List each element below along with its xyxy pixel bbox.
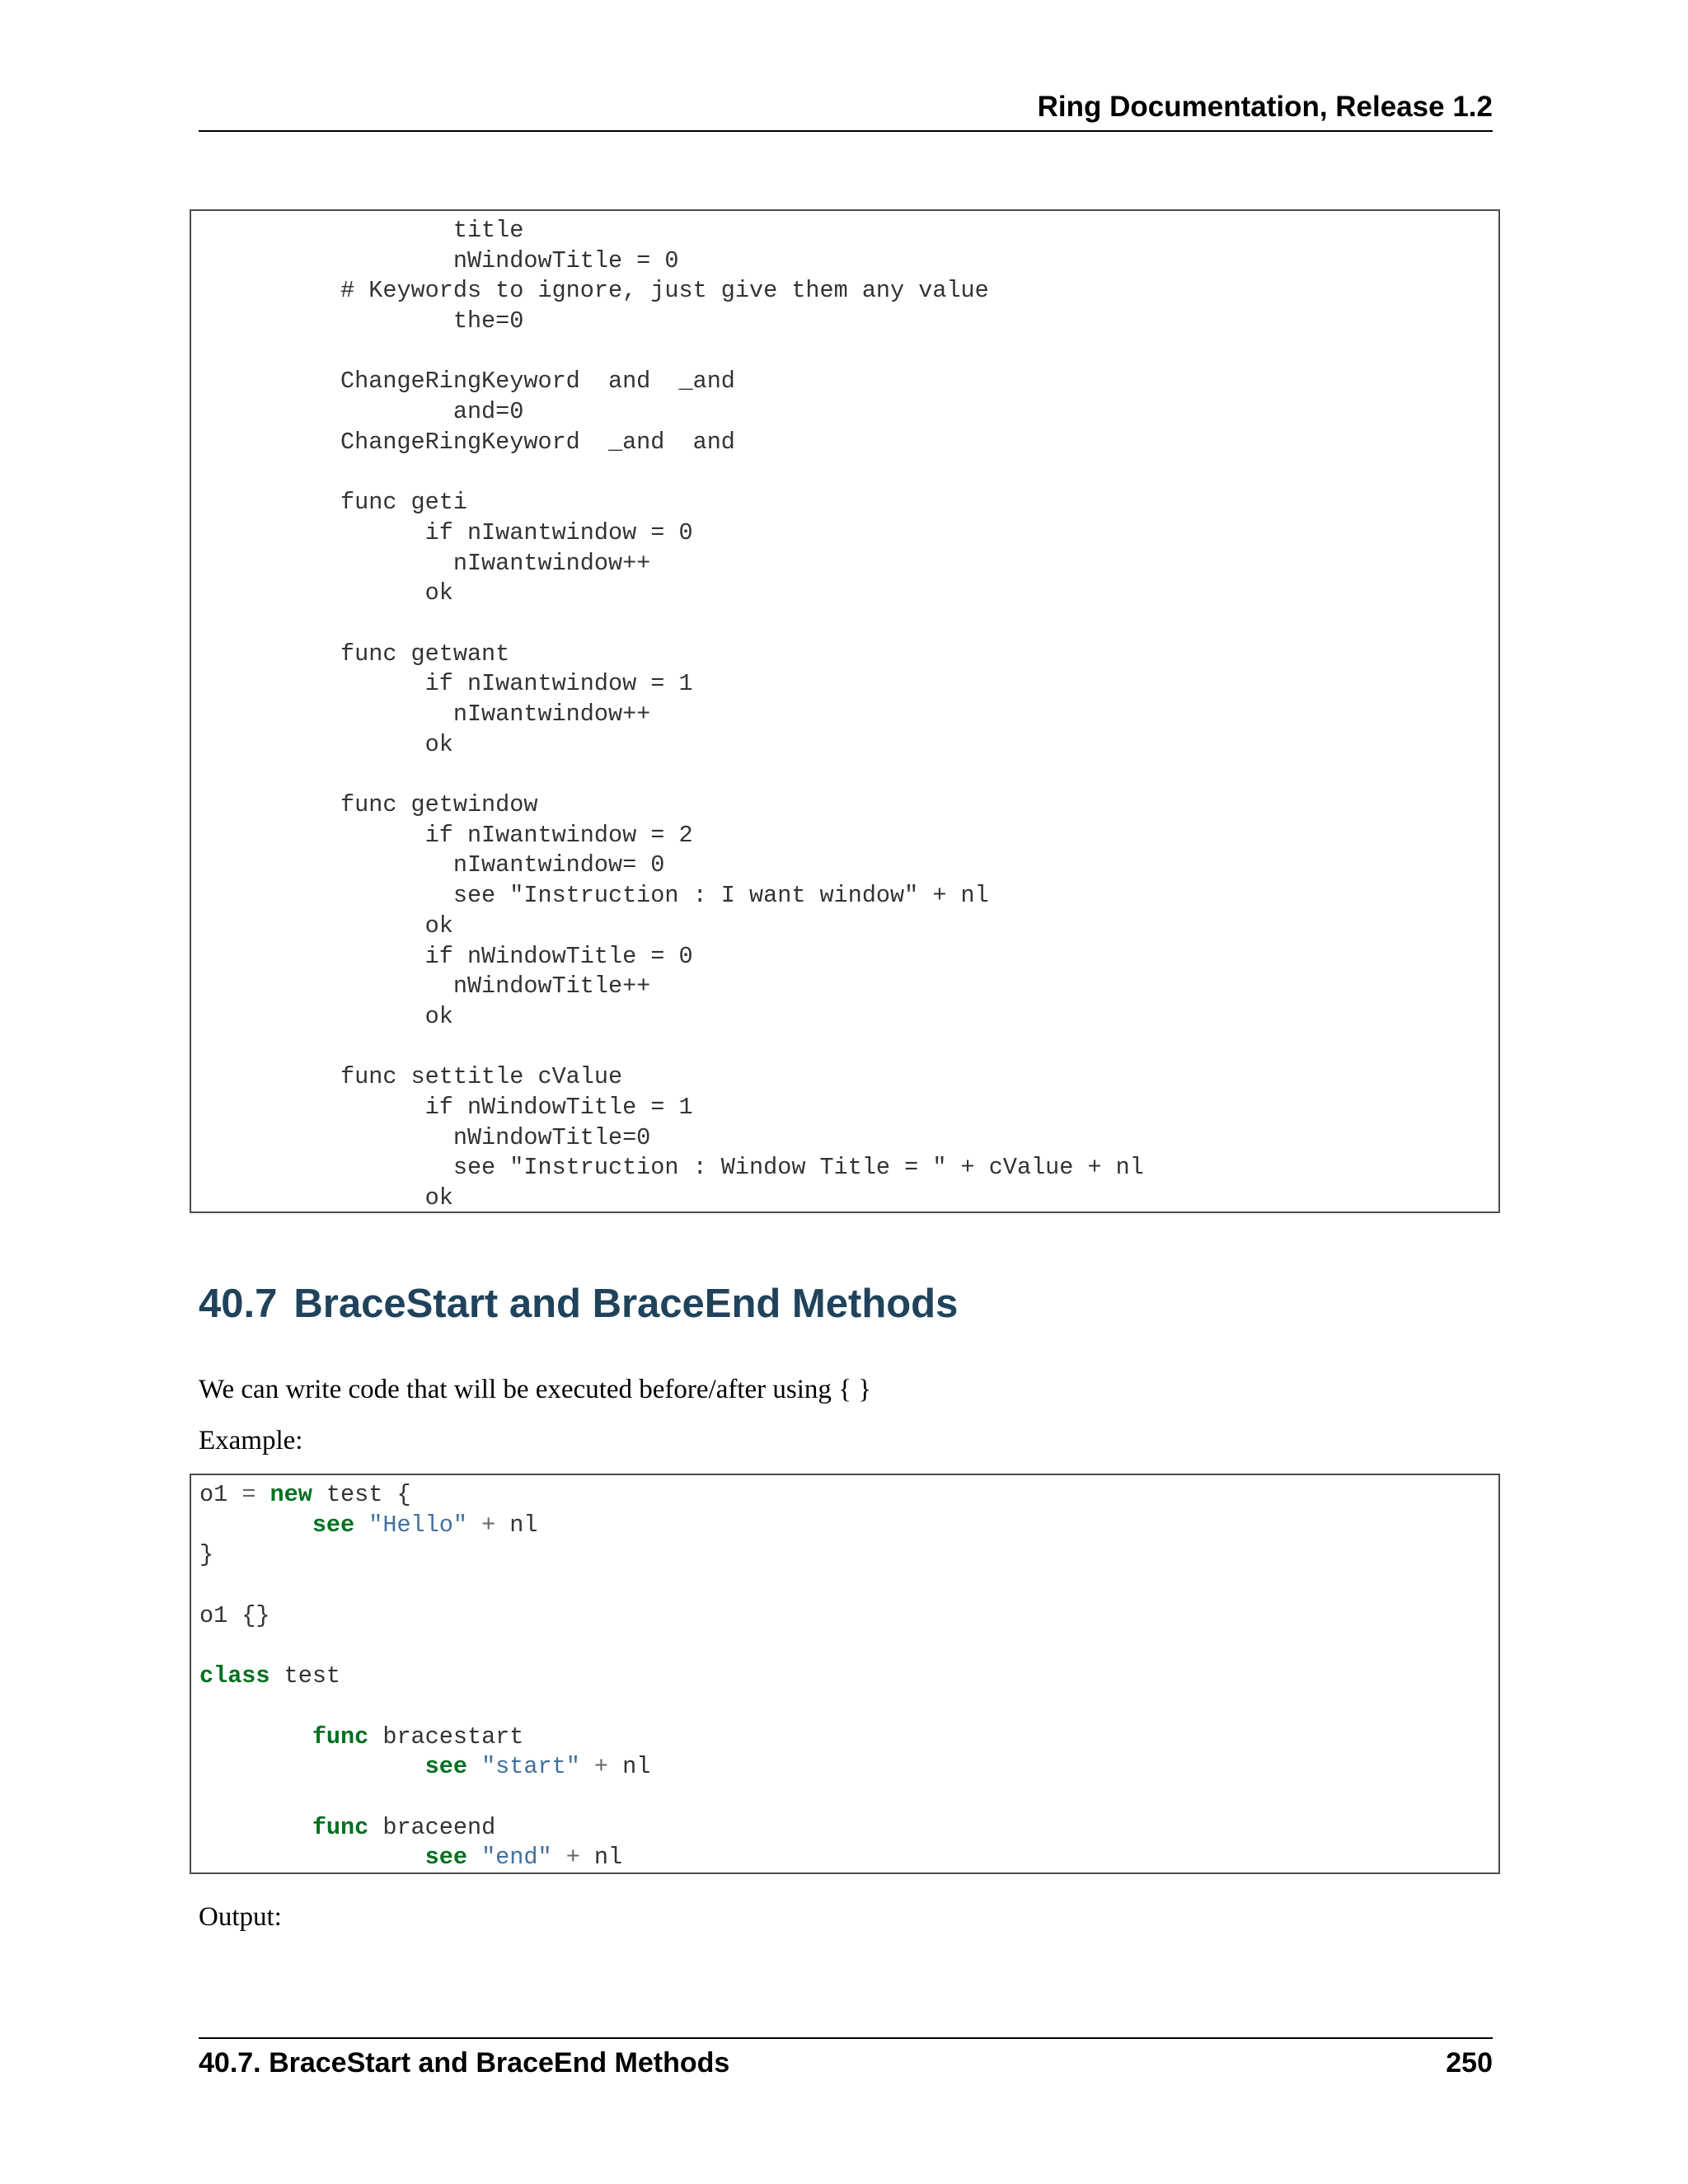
code-token: nl bbox=[495, 1511, 538, 1539]
section-title: BraceStart and BraceEnd Methods bbox=[293, 1282, 959, 1326]
code-line: func settitle cValue bbox=[199, 1063, 623, 1091]
code-line: if nIwantwindow = 2 bbox=[199, 821, 693, 849]
code-line: nIwantwindow++ bbox=[199, 701, 651, 728]
code-token bbox=[354, 1511, 368, 1539]
code-token: test bbox=[270, 1662, 341, 1690]
code-line: ok bbox=[199, 730, 453, 758]
code-token: o1 bbox=[199, 1481, 242, 1508]
code-keyword: class bbox=[199, 1662, 270, 1690]
code-line: if nWindowTitle = 1 bbox=[199, 1093, 693, 1121]
code-token bbox=[199, 1753, 425, 1780]
code-token: + bbox=[565, 1844, 580, 1872]
code-line: nIwantwindow= 0 bbox=[199, 851, 665, 879]
code-token bbox=[256, 1481, 270, 1508]
code-token bbox=[199, 1511, 312, 1539]
code-keyword: see bbox=[424, 1753, 467, 1781]
code-keyword: func bbox=[312, 1722, 369, 1750]
code-line bbox=[199, 1033, 1498, 1063]
code-line: if nWindowTitle = 0 bbox=[199, 942, 693, 970]
code-token bbox=[467, 1753, 481, 1780]
code-line: nIwantwindow++ bbox=[199, 549, 651, 577]
code-line bbox=[199, 1722, 1498, 1753]
code-token bbox=[580, 1753, 594, 1780]
page-number: 250 bbox=[1446, 2047, 1493, 2079]
code-line: ok bbox=[199, 912, 453, 940]
code-line bbox=[199, 1661, 1498, 1692]
code-line: ok bbox=[199, 1002, 453, 1030]
code-token: + bbox=[481, 1511, 496, 1539]
code-line: nWindowTitle = 0 bbox=[199, 246, 679, 274]
code-token: o1 {} bbox=[199, 1601, 270, 1629]
code-line bbox=[199, 1783, 1498, 1813]
code-line bbox=[199, 1843, 1498, 1873]
code-keyword: see bbox=[424, 1844, 467, 1872]
code-line: if nIwantwindow = 1 bbox=[199, 670, 693, 698]
header-divider bbox=[199, 130, 1493, 132]
code-line bbox=[199, 1540, 1498, 1571]
code-string: "start" bbox=[481, 1753, 580, 1781]
code-keyword: see bbox=[312, 1511, 355, 1539]
code-token: + bbox=[593, 1753, 609, 1781]
code-token: bracestart bbox=[368, 1722, 524, 1750]
section-number: 40.7 bbox=[199, 1282, 278, 1326]
code-line bbox=[199, 1511, 1498, 1541]
code-string: "end" bbox=[481, 1844, 552, 1872]
footer-divider bbox=[199, 2037, 1493, 2039]
code-line bbox=[199, 1601, 1498, 1632]
code-line: see "Instruction : Window Title = " + cValue + nl bbox=[199, 1154, 1144, 1182]
code-line bbox=[199, 1631, 1498, 1661]
code-keyword: func bbox=[312, 1813, 369, 1841]
code-line bbox=[199, 458, 1498, 489]
code-line: and=0 bbox=[199, 398, 524, 426]
code-line bbox=[199, 1480, 1498, 1511]
code-token bbox=[467, 1844, 481, 1871]
code-string: "Hello" bbox=[368, 1511, 467, 1539]
code-line: nWindowTitle=0 bbox=[199, 1123, 651, 1151]
code-line: func getwant bbox=[199, 640, 510, 668]
code-line: ok bbox=[199, 1184, 453, 1212]
code-token: = bbox=[241, 1481, 256, 1508]
code-line: # Keywords to ignore, just give them any value bbox=[199, 277, 989, 305]
code-token: test { bbox=[312, 1481, 411, 1508]
code-line bbox=[199, 1571, 1498, 1601]
code-line bbox=[199, 337, 1498, 368]
code-keyword: new bbox=[270, 1481, 312, 1508]
code-line: the=0 bbox=[199, 307, 524, 335]
code-token bbox=[552, 1844, 566, 1871]
intro-paragraph: We can write code that will be executed before/after using { } bbox=[199, 1375, 872, 1404]
code-line: ok bbox=[199, 579, 453, 607]
code-line bbox=[199, 1813, 1498, 1844]
output-label: Output: bbox=[199, 1902, 282, 1932]
code-line: nWindowTitle++ bbox=[199, 972, 651, 1001]
footer-section-label: 40.7. BraceStart and BraceEnd Methods bbox=[199, 2047, 730, 2079]
code-block-brace-example bbox=[190, 1474, 1500, 1874]
section-heading bbox=[199, 1281, 958, 1327]
code-line bbox=[199, 1692, 1498, 1722]
code-token: braceend bbox=[368, 1813, 496, 1841]
code-token: nl bbox=[608, 1753, 651, 1781]
code-token bbox=[199, 1814, 312, 1841]
code-line: func geti bbox=[199, 489, 467, 517]
code-token bbox=[199, 1844, 425, 1871]
code-block-keywords bbox=[190, 209, 1500, 1213]
code-line: ChangeRingKeyword and _and bbox=[199, 368, 735, 396]
code-line: if nIwantwindow = 0 bbox=[199, 518, 693, 546]
code-token: } bbox=[199, 1541, 214, 1569]
code-token bbox=[199, 1723, 312, 1750]
code-line bbox=[199, 760, 1498, 790]
running-header-title: Ring Documentation, Release 1.2 bbox=[1037, 91, 1493, 123]
code-token bbox=[467, 1511, 481, 1539]
code-line: title bbox=[199, 217, 524, 244]
code-token: nl bbox=[579, 1844, 623, 1872]
example-label: Example: bbox=[199, 1426, 303, 1455]
code-line bbox=[199, 1752, 1498, 1783]
code-line bbox=[199, 609, 1498, 640]
code-line: ChangeRingKeyword _and and bbox=[199, 428, 735, 456]
code-line: see "Instruction : I want window" + nl bbox=[199, 882, 989, 910]
code-line: func getwindow bbox=[199, 791, 538, 819]
